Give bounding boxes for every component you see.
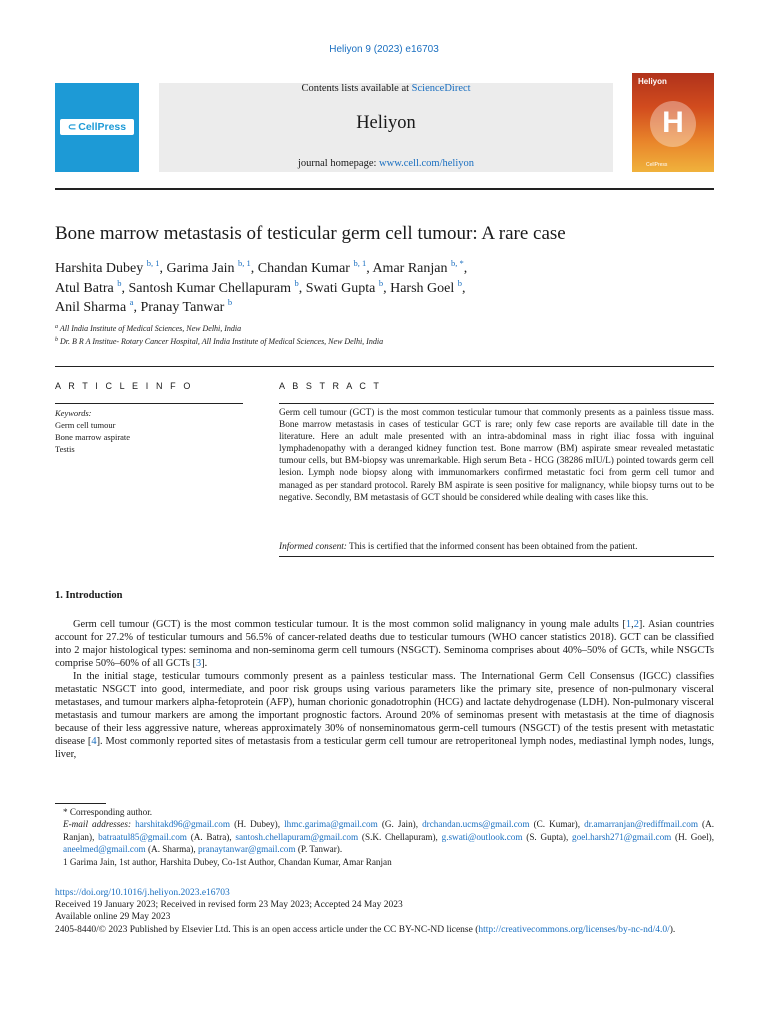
- cellpress-logo-pill: [60, 119, 134, 135]
- author-affiliation-marker[interactable]: b, 1: [146, 258, 160, 268]
- homepage-prefix: journal homepage:: [297, 158, 380, 169]
- email-link[interactable]: goel.harsh271@gmail.com: [572, 831, 672, 842]
- journal-homepage-link[interactable]: www.cell.com/heliyon: [379, 158, 475, 169]
- author-affiliation-marker[interactable]: a: [129, 297, 134, 307]
- email-owner: (H. Goel),: [671, 831, 714, 842]
- paragraph-text: ].: [201, 658, 208, 670]
- journal-name: Heliyon: [356, 113, 416, 133]
- affiliation-row: [55, 323, 695, 336]
- paragraph-text: In the initial stage, testicular tumours commonly present as a painless testicular mass. The International Germ Cell Consensus (IGCC) classifies metastatic NSGCT into good, intermediate, and poor risk groups using various parameters like the primary site, presence of non-pulmonary visceral metastases, and tumour markers alpha-fetoprotein (AFP), human chorionic gonadotrophin (HCG) and lactate dehydrogenase (LDH). Non-pulmonary visceral metastasis and tumour markers are among the important prognostic factors. Around 20% of seminomas present with metastasis at the time of diagnosis because of their less aggressive nature, whereas approximately 30% of nonseminomatous germ-cell tumours (NSGCT) of the testis present with metastatic disease [: [55, 671, 714, 748]
- citation-link[interactable]: 1: [625, 619, 632, 630]
- author-name: Atul Batra: [55, 280, 114, 296]
- author-affiliation-marker[interactable]: b: [227, 297, 233, 307]
- citation-link[interactable]: 4: [91, 736, 97, 748]
- paragraph-text: Germ cell tumour (GCT) is the most common testicular tumour. It is the most common solid malignancy in young male adults [: [73, 619, 626, 630]
- license-prefix: 2405-8440/© 2023 Published by Elsevier Ltd. This is an open access article under the CC BY-NC-ND license (: [55, 924, 479, 935]
- email-owner: (S.K. Chellapuram),: [358, 831, 442, 842]
- sciencedirect-link[interactable]: ScienceDirect: [411, 83, 471, 94]
- abstract-heading: A B S T R A C T: [279, 381, 382, 391]
- author-affiliation-marker[interactable]: b: [457, 277, 463, 288]
- email-owner: (C. Kumar),: [529, 819, 585, 830]
- footnotes: [55, 806, 714, 868]
- affiliation-marker: b: [55, 336, 58, 343]
- license-link[interactable]: http://creativecommons.org/licenses/by-nc-nd/4.0/: [478, 924, 670, 935]
- author-separator: ,: [133, 300, 141, 315]
- publisher-logo[interactable]: [55, 83, 139, 172]
- informed-consent: [279, 541, 714, 553]
- corresponding-author-note: * Corresponding author.: [63, 807, 153, 817]
- email-addresses: [55, 818, 714, 855]
- author-affiliation-marker[interactable]: b: [294, 277, 299, 288]
- publisher-logo-text: CellPress: [78, 121, 127, 133]
- publication-info: [55, 887, 714, 936]
- email-link[interactable]: g.swati@outlook.com: [441, 831, 523, 842]
- author-affiliation-marker[interactable]: b, 1: [238, 258, 251, 268]
- journal-reference-link[interactable]: Heliyon 9 (2023) e16703: [329, 44, 439, 55]
- journal-banner: [159, 83, 613, 172]
- introduction-body: [55, 618, 714, 762]
- abstract-top-divider: [279, 403, 714, 404]
- header-divider: [55, 188, 714, 190]
- affiliations: [55, 323, 695, 348]
- keyword-item: Testis: [55, 444, 75, 454]
- email-owner: (A. Batra),: [186, 831, 236, 842]
- paragraph-text: ]. Most commonly reported sites of metastasis from a testicular germ cell tumour are retroperitoneal lymph nodes, mediastinal lymph nodes, lungs, liver,: [55, 736, 714, 761]
- author-name: Harshita Dubey: [55, 261, 144, 276]
- author-separator: ,: [462, 280, 466, 296]
- author-name: Anil Sharma: [55, 300, 127, 315]
- email-link[interactable]: dr.amarranjan@rediffmail.com: [584, 819, 698, 830]
- contents-prefix: Contents lists available at: [301, 83, 412, 94]
- consent-text: This is certified that the informed consent has been obtained from the patient.: [346, 542, 638, 552]
- paragraph-text: ]. Asian countries account for 27.2% of testicular tumours and 56.5% of cancer-related deaths due to testicular tumours (WHO cancer statistics 2018). GCT can be classified into 2 major histological types: seminoma and non-seminoma germ cell tumours (NSGCT). Seminoma comprises about 40%–50% of GCTs, while NSGCTs comprise 50%–60% of all GCTs [: [55, 619, 714, 670]
- author-affiliation-marker[interactable]: b, *: [450, 258, 464, 268]
- email-link[interactable]: drchandan.ucms@gmail.com: [422, 819, 530, 830]
- email-link[interactable]: pranaytanwar@gmail.com: [198, 844, 296, 855]
- email-label: E-mail addresses:: [63, 819, 132, 830]
- affiliation-text: All India Institute of Medical Sciences, New Delhi, India: [59, 324, 242, 333]
- cover-letter: H: [662, 106, 684, 139]
- abstract-text: Germ cell tumour (GCT) is the most common testicular tumour that commonly presents as a painless tissue mass. Bone marrow metastasis in cases of testicular GCT is rare; only few case reports are available till date in the literature. Here an adult male presented with an intra-abdominal mass in right iliac fossa with inguinal lymphadenopathy with a deranged kidney function test. Bone marrow (BM) aspirate smear revealed metastatic tumour cells, but BM-biopsy was unremarkable. High serum Beta - HCG (38286 mIU/L) pointed towards germ cell lesion. Lymph node biopsy along with immunomarkers confirmed metastatic foci from germ cell tumor and managed as per standard protocol. Rarely BM aspirate is seen positive for malignancy, while biopsy turns out to be negative. Secondly, BM metastasis of GCT should be considered while dealing with cases like this.: [279, 408, 714, 503]
- keyword-item: Germ cell tumour: [55, 420, 116, 430]
- doi-link[interactable]: https://doi.org/10.1016/j.heliyon.2023.e16703: [55, 888, 230, 898]
- author-name: Amar Ranjan: [372, 261, 448, 276]
- author-list: [55, 259, 695, 318]
- affiliation-text: Dr. B R A Institue- Rotary Cancer Hospital, All India Institute of Medical Sciences, New Delhi, India: [60, 336, 384, 346]
- homepage-line: [159, 158, 613, 169]
- email-owner: (G. Jain),: [377, 819, 423, 830]
- author-separator: ,: [121, 280, 129, 296]
- license-statement: [55, 924, 714, 936]
- author-separator: ,: [366, 261, 373, 276]
- license-suffix: ).: [669, 924, 676, 935]
- received-dates: Received 19 January 2023; Received in revised form 23 May 2023; Accepted 24 May 2023: [55, 900, 403, 911]
- email-link[interactable]: aneelmed@gmail.com: [63, 844, 146, 855]
- author-affiliation-marker[interactable]: b: [378, 277, 384, 288]
- equal-contribution-note: 1 Garima Jain, 1st author, Harshita Dubey, Co-1st Author, Chandan Kumar, Amar Ranjan: [63, 856, 392, 867]
- email-owner: (S. Gupta),: [522, 831, 573, 842]
- author-separator: ,: [250, 261, 258, 276]
- cover-badge: CellPress: [646, 162, 668, 168]
- email-owner: (A. Sharma),: [145, 844, 199, 855]
- affiliation-marker: a: [55, 324, 58, 330]
- author-separator: ,: [159, 261, 167, 276]
- email-link[interactable]: lhmc.garima@gmail.com: [284, 819, 378, 830]
- author-name: Garima Jain: [166, 261, 235, 276]
- paragraph-text: ,: [631, 619, 634, 630]
- email-link[interactable]: santosh.chellapuram@gmail.com: [235, 831, 359, 842]
- cellpress-mark-icon: ⊂: [67, 121, 77, 133]
- email-owner: (H. Dubey),: [230, 819, 285, 830]
- affiliation-row: [55, 336, 695, 349]
- author-separator: ,: [463, 261, 468, 276]
- author-name: Chandan Kumar: [257, 261, 350, 276]
- citation-link[interactable]: 3: [195, 658, 202, 670]
- footnote-divider: [55, 803, 106, 804]
- email-link[interactable]: batraatul85@gmail.com: [98, 831, 187, 842]
- email-owner: (P. Tanwar).: [295, 844, 343, 855]
- author-name: Pranay Tanwar: [140, 300, 225, 315]
- keyword-item: Bone marrow aspirate: [55, 432, 131, 442]
- author-affiliation-marker[interactable]: b: [117, 277, 122, 288]
- author-name: Harsh Goel: [390, 280, 455, 296]
- available-online: Available online 29 May 2023: [55, 912, 171, 923]
- author-affiliation-marker[interactable]: b, 1: [353, 258, 367, 268]
- article-title: Bone marrow metastasis of testicular germ cell tumour: A rare case: [55, 223, 566, 244]
- journal-cover-image[interactable]: [632, 73, 714, 172]
- email-owner: (A. Ranjan),: [63, 819, 715, 842]
- author-name: Swati Gupta: [305, 280, 376, 296]
- cover-title: Heliyon: [638, 77, 667, 86]
- introduction-paragraph-2: [55, 670, 714, 761]
- author-name: Santosh Kumar Chellapuram: [128, 280, 291, 296]
- author-separator: ,: [383, 280, 391, 296]
- keywords-block: [55, 407, 243, 455]
- introduction-paragraph-1: [55, 618, 714, 670]
- contents-line: [159, 83, 613, 94]
- article-info-heading: A R T I C L E I N F O: [55, 381, 193, 391]
- abstract-bottom-divider: [279, 556, 714, 557]
- author-separator: ,: [298, 280, 306, 296]
- article-info-divider: [55, 403, 243, 404]
- section-divider: [55, 366, 714, 367]
- citation-link[interactable]: 2: [633, 619, 639, 630]
- email-link[interactable]: harshitakd96@gmail.com: [135, 819, 231, 830]
- consent-label: Informed consent:: [279, 542, 347, 552]
- introduction-heading: 1. Introduction: [55, 590, 123, 601]
- keywords-label: Keywords:: [55, 408, 92, 418]
